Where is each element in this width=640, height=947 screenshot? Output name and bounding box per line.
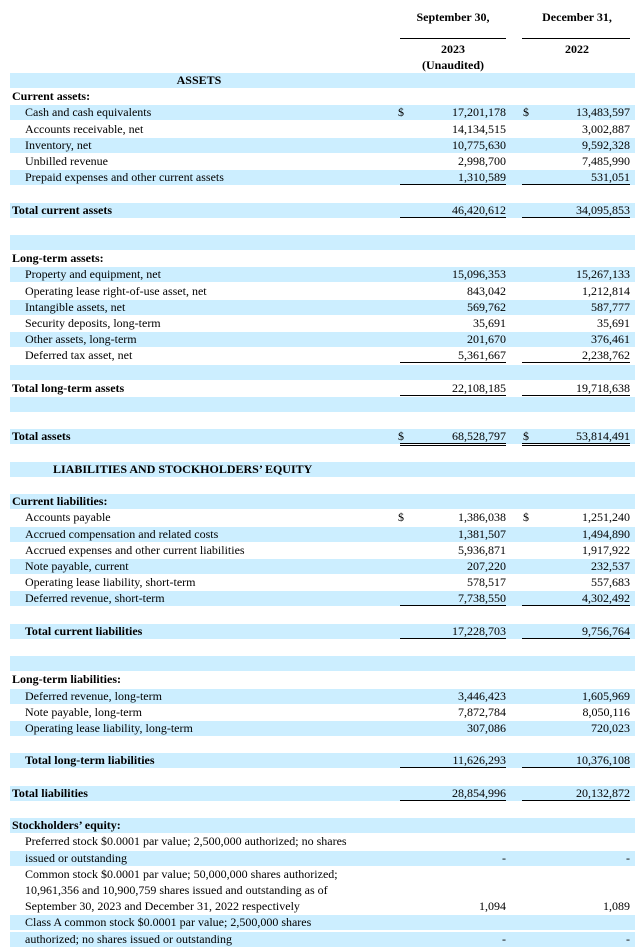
spacer-row (10, 737, 635, 752)
table-row (10, 494, 635, 509)
value-2023: 1,386,038 (458, 510, 506, 525)
value-2023: - (502, 931, 506, 946)
row-label: Security deposits, long-term (25, 316, 161, 330)
spacer-row (10, 235, 635, 250)
table-row (10, 527, 635, 542)
table-row (10, 154, 635, 169)
value-2023: 11,626,293 (400, 753, 506, 768)
row-label: Total liabilities (12, 785, 88, 800)
table-row (10, 591, 635, 606)
table-row (10, 105, 635, 120)
row-label: Operating lease liability, short-term (25, 575, 196, 590)
col1-header-year: 2023 (441, 42, 465, 56)
row-label: Total long-term assets (12, 380, 125, 395)
currency-symbol: $ (398, 105, 404, 120)
value-2022: 531,051 (522, 170, 630, 185)
value-2023: 14,134,515 (452, 121, 506, 136)
table-row (10, 721, 635, 736)
table-row (10, 818, 635, 833)
row-label: Prepaid expenses and other current assets (25, 170, 224, 185)
value-2022: 1,494,890 (582, 526, 630, 541)
col2-header-year: 2022 (565, 42, 589, 56)
row-label: Operating lease liability, long-term (25, 721, 193, 735)
value-2022: 1,212,814 (582, 283, 630, 298)
value-2022: - (626, 931, 630, 946)
value-2022: 15,267,133 (576, 267, 630, 282)
table-row (10, 251, 635, 266)
value-2023: 2,998,700 (458, 154, 506, 168)
table-row (10, 672, 635, 687)
table-row (10, 89, 635, 104)
spacer-row (10, 186, 635, 201)
col1-header-rule (400, 38, 506, 39)
value-2022: 9,592,328 (582, 137, 630, 152)
value-2023: 843,042 (467, 283, 506, 298)
table-row (10, 543, 635, 558)
table-row (10, 883, 635, 898)
table-row (10, 332, 635, 347)
value-2023: 3,446,423 (458, 688, 506, 703)
value-2023: 578,517 (467, 575, 506, 590)
value-2022: 720,023 (591, 721, 630, 735)
row-label: Accrued compensation and related costs (25, 526, 219, 541)
spacer-row (10, 770, 635, 785)
value-2022: 1,089 (603, 899, 630, 914)
value-2023: - (502, 850, 506, 865)
row-label: Intangible assets, net (25, 299, 126, 314)
currency-symbol: $ (523, 429, 529, 444)
value-2022: 7,485,990 (582, 154, 630, 168)
table-row (10, 284, 635, 299)
row-label: Total long-term liabilities (25, 753, 155, 768)
table-row (10, 915, 635, 930)
col1-header-date: September 30, (416, 10, 490, 24)
row-label: Current liabilities: (12, 494, 108, 509)
value-2023: 68,528,797 (400, 429, 506, 446)
value-2023: 1,310,589 (400, 170, 506, 185)
spacer-row (10, 802, 635, 817)
currency-symbol: $ (523, 105, 529, 120)
row-label: Note payable, current (25, 559, 129, 573)
value-2022: 20,132,872 (522, 786, 630, 801)
table-row (10, 138, 635, 153)
col2-header-rule (522, 38, 630, 39)
spacer-row (10, 478, 635, 493)
table-row (10, 203, 635, 218)
row-label: Property and equipment, net (25, 267, 161, 282)
row-label: Cash and cash equivalents (25, 105, 152, 120)
table-row (10, 867, 635, 882)
row-label: Accrued expenses and other current liabilities (25, 542, 245, 557)
row-label: Unbilled revenue (25, 154, 108, 168)
value-2022: 10,376,108 (522, 753, 630, 768)
table-row (10, 834, 635, 849)
table-row (10, 624, 635, 639)
row-label: Accounts receivable, net (25, 121, 144, 136)
table-row (10, 73, 635, 88)
value-2022: 1,917,922 (582, 542, 630, 557)
spacer-row (10, 397, 635, 412)
table-row (10, 348, 635, 363)
table-row (10, 899, 635, 914)
value-2023: 7,738,550 (400, 591, 506, 606)
row-label: Long-term liabilities: (12, 672, 121, 687)
row-label: Deferred revenue, short-term (25, 591, 165, 606)
value-2023: 1,094 (479, 899, 506, 914)
value-2023: 17,228,703 (400, 624, 506, 639)
value-2022: 9,756,764 (522, 624, 630, 639)
table-row (10, 316, 635, 331)
value-2023: 28,854,996 (400, 786, 506, 801)
value-2023: 15,096,353 (452, 267, 506, 282)
table-row (10, 705, 635, 720)
spacer-row (10, 365, 635, 380)
row-label: Class A common stock $0.0001 par value; 2,500,000 shares (25, 915, 312, 930)
row-label: authorized; no shares issued or outstanding (25, 931, 232, 946)
value-2023: 17,201,178 (452, 105, 506, 120)
row-label: Total current assets (12, 202, 112, 217)
spacer-row (10, 413, 635, 428)
table-row (10, 122, 635, 137)
value-2023: 10,775,630 (452, 137, 506, 152)
value-2023: 46,420,612 (400, 203, 506, 218)
table-row (10, 786, 635, 801)
row-label: Common stock $0.0001 par value; 50,000,000 shares authorized; (25, 866, 338, 881)
currency-symbol: $ (398, 510, 404, 525)
row-label: September 30, 2023 and December 31, 2022 respectively (25, 899, 300, 914)
value-2022: 35,691 (597, 316, 630, 330)
value-2022: 8,050,116 (582, 704, 630, 719)
row-label: issued or outstanding (25, 850, 127, 865)
value-2022: 19,718,638 (522, 381, 630, 396)
row-label: Inventory, net (25, 137, 92, 152)
table-row (10, 851, 635, 866)
row-label: Note payable, long-term (25, 704, 142, 719)
currency-symbol: $ (398, 429, 404, 444)
row-label: Preferred stock $0.0001 par value; 2,500,000 authorized; no shares (25, 834, 347, 849)
currency-symbol: $ (523, 510, 529, 525)
table-row (10, 462, 635, 477)
table-row (10, 170, 635, 185)
table-row (10, 689, 635, 704)
value-2022: 1,605,969 (582, 688, 630, 703)
row-label: Stockholders’ equity: (12, 818, 121, 833)
row-label: Current assets: (12, 89, 91, 104)
col2-header-date: December 31, (542, 10, 612, 24)
row-label: LIABILITIES AND STOCKHOLDERS’ EQUITY (53, 461, 313, 476)
value-2023: 7,872,784 (458, 704, 506, 719)
value-2023: 569,762 (467, 299, 506, 314)
value-2022: 53,814,491 (522, 429, 630, 446)
spacer-row (10, 656, 635, 671)
value-2023: 35,691 (473, 316, 506, 330)
spacer-row (10, 446, 635, 461)
value-2022: 13,483,597 (576, 105, 630, 120)
value-2022: 3,002,887 (582, 121, 630, 136)
row-label: 10,961,356 and 10,900,759 shares issued and outstanding as of (25, 883, 328, 897)
spacer-row (10, 219, 635, 234)
table-row (10, 429, 635, 444)
spacer-row (10, 640, 635, 655)
table-row (10, 510, 635, 525)
value-2023: 5,936,871 (458, 542, 506, 557)
row-label: Deferred tax asset, net (25, 348, 133, 363)
value-2023: 201,670 (467, 332, 506, 347)
row-label: Deferred revenue, long-term (25, 688, 162, 703)
value-2023: 207,220 (467, 559, 506, 573)
value-2022: 376,461 (591, 332, 630, 347)
value-2022: 232,537 (591, 559, 630, 573)
row-label: Operating lease right-of-use asset, net (25, 283, 207, 298)
value-2023: 307,086 (467, 721, 506, 735)
table-row (10, 559, 635, 574)
value-2022: - (626, 850, 630, 865)
table-row (10, 575, 635, 590)
table-row (10, 267, 635, 282)
table-row (10, 300, 635, 315)
value-2022: 557,683 (591, 575, 630, 590)
row-label: Total current liabilities (25, 623, 143, 638)
row-label: Accounts payable (25, 510, 111, 525)
value-2022: 587,777 (591, 299, 630, 314)
value-2022: 2,238,762 (522, 348, 630, 363)
table-row (10, 753, 635, 768)
row-label: Other assets, long-term (25, 332, 137, 347)
spacer-row (10, 608, 635, 623)
table-row (10, 932, 635, 947)
value-2022: 4,302,492 (522, 591, 630, 606)
value-2022: 34,095,853 (522, 203, 630, 218)
value-2023: 1,381,507 (458, 526, 506, 541)
value-2022: 1,251,240 (582, 510, 630, 525)
row-label: ASSETS (176, 73, 222, 87)
row-label: Total assets (12, 429, 71, 444)
value-2023: 5,361,667 (400, 348, 506, 363)
table-row (10, 381, 635, 396)
row-label: Long-term assets: (12, 251, 104, 266)
value-2023: 22,108,185 (400, 381, 506, 396)
col1-header-status: (Unaudited) (421, 58, 484, 72)
